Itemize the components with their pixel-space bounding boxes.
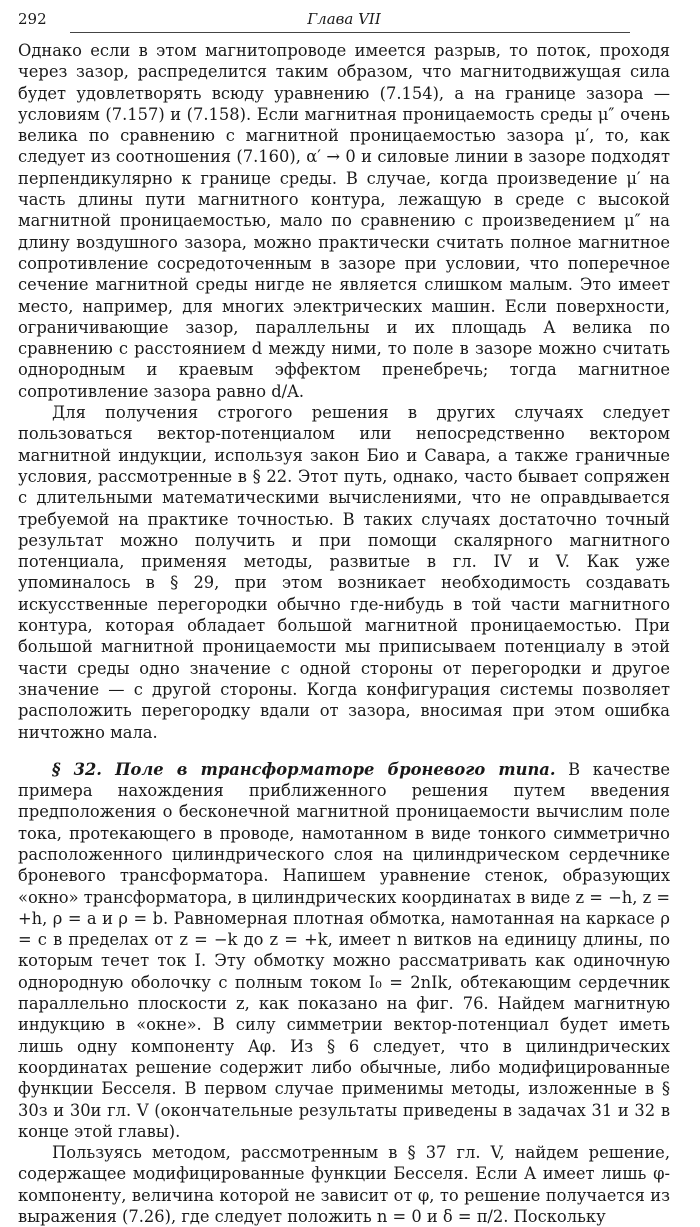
section-spacer — [18, 743, 670, 759]
paragraph-vector-potential: Для получения строгого решения в других случаях следует пользоваться вектор-потенциалом или непосредственно вектором магнитной индукции, используя закон Био и Савара, а также граничные условия, рассмотренные в § 22. Этот путь, однако, часто бывает сопряжен с длительными математическими вычислениями, что не оправдывается требуемой на практике точностью. В таких случаях достаточно точный результат можно получить и при помощи скалярного магнитного потенциала, применяя методы, развитые в гл. IV и V. Как уже упоминалось в § 29, при этом возникает необходимость создавать искусственные перегородки обычно где-нибудь в той части магнитного контура, которая обладает большой магнитной проницаемостью. При большой магнитной проницаемости мы приписываем потенциалу в этой части среды одно значение с одной стороны от перегородки и другое значение — с другой стороны. Когда конфигурация системы позволяет расположить перегородку вдали от зазора, вносимая при этом ошибка ничтожно мала. — [18, 403, 670, 742]
paragraph-gap-condition: Однако если в этом магнитопроводе имеется разрыв, то поток, проходя через зазор, распределится таким образом, что магнитодвижущая сила будет удовлетворять всюду уравнению (7.154), а на границе зазора — условиям (7.157) и (7.158). Если магнитная проницаемость среды μ″ очень велика по сравнению с магнитной проницаемостью зазора μ′, то, как следует из соотношения (7.160), α′ → 0 и силовые линии в зазоре подходят перпендикулярно к границе среды. В случае, когда произведение μ′ на часть длины пути магнитного контура, лежащую в среде с высокой магнитной проницаемостью, мало по сравнению с произведением μ″ на длину воздушного зазора, можно практически считать полное магнитное сопротивление сосредоточенным в зазоре при условии, что поперечное сечение магнитной среды нигде не является слишком малым. Это имеет место, например, для многих электрических машин. Если поверхности, ограничивающие зазор, параллельны и их площадь A велика по сравнению с расстоянием d между ними, то поле в зазоре можно считать однородным и краевым эффектом пренебречь; тогда магнитное сопротивление зазора равно d/A. — [18, 41, 670, 401]
running-head: Глава VII — [307, 10, 381, 28]
paragraph-bessel-method: Пользуясь методом, рассмотренным в § 37 гл. V, найдем решение, содержащее модифицированные функции Бесселя. Если A имеет лишь φ-компоненту, величина которой не зависит от φ, то решение получается из выражения (7.26), где следует положить n = 0 и δ = π/2. Поскольку — [18, 1143, 670, 1227]
header-rule — [70, 32, 630, 33]
paragraph-section-32 — [18, 759, 670, 1142]
page-number: 292 — [18, 10, 47, 28]
section-32-text: В качестве примера нахождения приближенного решения путем введения предположения о бесконечной магнитной проницаемости вычислим поле тока, протекающего в проводе, намотанном в виде тонкого симметрично расположенного цилиндрического слоя на цилиндрическом сердечнике броневого трансформатора. Напишем уравнение стенок, образующих «окно» трансформатора, в цилиндрических координатах в виде z = −h, z = +h, ρ = a и ρ = b. Равномерная плотная обмотка, намотанная на каркасе ρ = c в пределах от z = −k до z = +k, имеет n витков на единицу длины, по которым течет ток I. Эту обмотку можно рассматривать как одиночную однородную оболочку с полным током I₀ = 2nIk, обтекающим сердечник параллельно плоскости z, как показано на фиг. 76. Найдем магнитную индукцию в «окне». В силу симметрии вектор-потенциал будет иметь лишь одну компоненту Aφ. Из § 6 следует, что в цилиндрических координатах решение содержит либо обычные, либо модифицированные функции Бесселя. В первом случае применимы методы, изложенные в § 30з и 30и гл. V (окончательные результаты приведены в задачах 31 и 32 в конце этой главы). — [18, 759, 670, 1141]
page-body — [18, 40, 670, 1227]
page-header — [18, 10, 670, 32]
section-title: § 32. Поле в трансформаторе броневого типа. — [52, 759, 556, 779]
